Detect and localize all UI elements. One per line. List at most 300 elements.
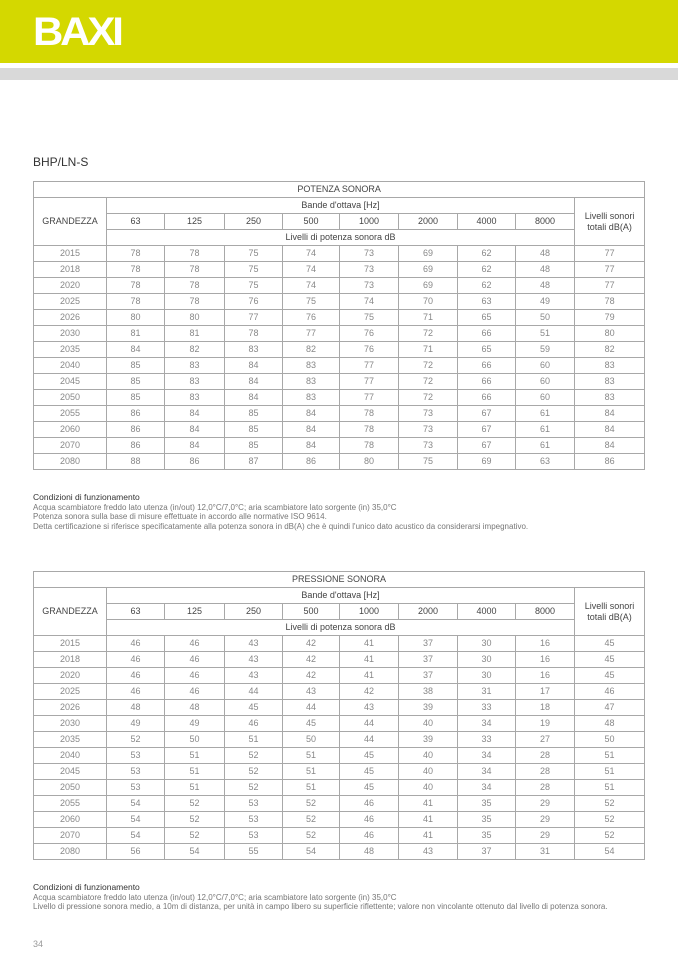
table-row [34,294,645,310]
subheader-row [34,230,645,246]
value-cell: 33 [458,700,516,716]
value-cell: 86 [107,438,165,454]
value-cell: 67 [458,422,516,438]
frequency-row [34,214,645,230]
subheader-row [34,620,645,636]
size-cell: 2050 [34,780,107,796]
table-row [34,780,645,796]
total-cell: 48 [575,716,645,732]
value-cell: 46 [107,652,165,668]
size-cell: 2070 [34,828,107,844]
frequency-header: 125 [165,604,225,620]
value-cell: 72 [399,326,458,342]
value-cell: 48 [107,700,165,716]
value-cell: 28 [516,764,575,780]
value-cell: 48 [516,262,575,278]
total-cell: 52 [575,812,645,828]
value-cell: 43 [225,636,283,652]
value-cell: 72 [399,390,458,406]
value-cell: 83 [283,390,340,406]
value-cell: 42 [283,636,340,652]
value-cell: 88 [107,454,165,470]
value-cell: 52 [107,732,165,748]
value-cell: 34 [458,780,516,796]
header-row [34,198,645,214]
value-cell: 66 [458,374,516,390]
size-cell: 2040 [34,748,107,764]
value-cell: 51 [283,748,340,764]
table-row [34,262,645,278]
value-cell: 50 [165,732,225,748]
total-cell: 45 [575,652,645,668]
table-row [34,406,645,422]
value-cell: 50 [516,310,575,326]
table-row [34,326,645,342]
value-cell: 46 [107,684,165,700]
value-cell: 37 [458,844,516,860]
value-cell: 37 [399,636,458,652]
total-cell: 80 [575,326,645,342]
value-cell: 40 [399,748,458,764]
header-bar [0,0,678,63]
value-cell: 46 [340,812,399,828]
value-cell: 52 [225,748,283,764]
value-cell: 50 [283,732,340,748]
table-title: PRESSIONE SONORA [34,572,645,588]
value-cell: 56 [107,844,165,860]
value-cell: 45 [225,700,283,716]
frequency-header: 2000 [399,604,458,620]
value-cell: 84 [225,390,283,406]
total-cell: 83 [575,358,645,374]
table-row [34,828,645,844]
value-cell: 82 [165,342,225,358]
value-cell: 46 [340,828,399,844]
size-cell: 2080 [34,454,107,470]
total-cell: 78 [575,294,645,310]
note-line: Acqua scambiatore freddo lato utenza (in/out) 12,0°C/7,0°C; aria scambiatore lato sorgente (in) 35,0°C [33,502,397,512]
value-cell: 27 [516,732,575,748]
table-row [34,278,645,294]
value-cell: 78 [165,262,225,278]
table-row [34,438,645,454]
value-cell: 61 [516,422,575,438]
value-cell: 35 [458,812,516,828]
total-levels-header: Livelli sonori totali dB(A) [575,588,645,636]
octave-bands-header: Bande d'ottava [Hz] [107,588,575,604]
table-row [34,700,645,716]
value-cell: 46 [340,796,399,812]
grandezza-header: GRANDEZZA [34,588,107,636]
size-cell: 2015 [34,246,107,262]
value-cell: 71 [399,342,458,358]
value-cell: 54 [283,844,340,860]
value-cell: 17 [516,684,575,700]
value-cell: 77 [340,358,399,374]
size-cell: 2030 [34,326,107,342]
value-cell: 85 [225,406,283,422]
value-cell: 46 [165,636,225,652]
size-cell: 2060 [34,812,107,828]
value-cell: 44 [340,716,399,732]
value-cell: 76 [340,326,399,342]
size-cell: 2015 [34,636,107,652]
total-levels-header: Livelli sonori totali dB(A) [575,198,645,246]
total-cell: 51 [575,780,645,796]
total-cell: 47 [575,700,645,716]
value-cell: 85 [107,358,165,374]
note-line: Potenza sonora sulla base di misure effettuate in accordo alle normative ISO 9614. [33,512,327,521]
value-cell: 78 [165,294,225,310]
value-cell: 84 [107,342,165,358]
value-cell: 76 [340,342,399,358]
value-cell: 52 [165,828,225,844]
size-cell: 2080 [34,844,107,860]
value-cell: 53 [107,748,165,764]
value-cell: 54 [107,812,165,828]
value-cell: 78 [107,294,165,310]
value-cell: 51 [283,780,340,796]
value-cell: 34 [458,764,516,780]
value-cell: 77 [283,326,340,342]
value-cell: 29 [516,812,575,828]
size-cell: 2050 [34,390,107,406]
value-cell: 53 [225,796,283,812]
table-row [34,310,645,326]
header-row [34,588,645,604]
frequency-row [34,604,645,620]
value-cell: 70 [399,294,458,310]
value-cell: 73 [340,278,399,294]
value-cell: 80 [107,310,165,326]
value-cell: 63 [458,294,516,310]
value-cell: 85 [107,374,165,390]
table-row [34,732,645,748]
value-cell: 48 [165,700,225,716]
value-cell: 51 [225,732,283,748]
value-cell: 41 [340,636,399,652]
table-row [34,684,645,700]
total-cell: 82 [575,342,645,358]
value-cell: 73 [399,438,458,454]
value-cell: 83 [165,358,225,374]
size-cell: 2026 [34,700,107,716]
table-row [34,716,645,732]
size-cell: 2045 [34,374,107,390]
value-cell: 44 [283,700,340,716]
value-cell: 78 [165,246,225,262]
table-row [34,390,645,406]
value-cell: 65 [458,342,516,358]
value-cell: 46 [107,668,165,684]
grandezza-header: GRANDEZZA [34,198,107,246]
value-cell: 31 [458,684,516,700]
value-cell: 87 [225,454,283,470]
total-cell: 50 [575,732,645,748]
total-cell: 54 [575,844,645,860]
value-cell: 42 [340,684,399,700]
value-cell: 86 [107,422,165,438]
total-cell: 84 [575,422,645,438]
value-cell: 83 [225,342,283,358]
frequency-header: 1000 [340,604,399,620]
frequency-header: 8000 [516,214,575,230]
frequency-header: 8000 [516,604,575,620]
total-cell: 45 [575,636,645,652]
value-cell: 85 [225,422,283,438]
total-cell: 77 [575,278,645,294]
value-cell: 84 [283,406,340,422]
total-cell: 77 [575,246,645,262]
size-cell: 2055 [34,796,107,812]
total-cell: 51 [575,748,645,764]
value-cell: 48 [516,246,575,262]
sound-pressure-table [33,571,645,860]
model-title: BHP/LN-S [33,155,89,169]
value-cell: 45 [340,748,399,764]
value-cell: 52 [283,796,340,812]
value-cell: 75 [340,310,399,326]
notes-title: Condizioni di funzionamento [33,882,140,892]
value-cell: 84 [283,438,340,454]
value-cell: 16 [516,668,575,684]
note-line: Livello di pressione sonora medio, a 10m di distanza, per unità in campo libero su superficie riflettente; valore non vincolante ottenuto dal livello di potenza sonora. [33,902,608,911]
value-cell: 76 [225,294,283,310]
table-row [34,668,645,684]
value-cell: 62 [458,278,516,294]
table-row [34,358,645,374]
baxi-logo: BAXI [33,10,121,54]
value-cell: 85 [107,390,165,406]
table-row [34,796,645,812]
value-cell: 78 [340,406,399,422]
value-cell: 60 [516,390,575,406]
size-cell: 2035 [34,732,107,748]
frequency-header: 63 [107,214,165,230]
total-cell: 46 [575,684,645,700]
title-row [34,182,645,198]
note-line: Acqua scambiatore freddo lato utenza (in/out) 12,0°C/7,0°C; aria scambiatore lato sorgente (in) 35,0°C [33,892,397,902]
total-cell: 83 [575,374,645,390]
value-cell: 34 [458,748,516,764]
value-cell: 54 [107,796,165,812]
value-cell: 62 [458,262,516,278]
table-row [34,636,645,652]
size-cell: 2020 [34,278,107,294]
value-cell: 78 [165,278,225,294]
sound-pressure-notes [33,883,608,912]
value-cell: 45 [283,716,340,732]
frequency-header: 125 [165,214,225,230]
table-row [34,374,645,390]
value-cell: 49 [516,294,575,310]
value-cell: 29 [516,828,575,844]
value-cell: 42 [283,668,340,684]
value-cell: 66 [458,326,516,342]
title-row [34,572,645,588]
value-cell: 16 [516,636,575,652]
value-cell: 55 [225,844,283,860]
frequency-header: 63 [107,604,165,620]
value-cell: 43 [225,668,283,684]
value-cell: 46 [107,636,165,652]
sound-power-table [33,181,645,470]
size-cell: 2055 [34,406,107,422]
size-cell: 2026 [34,310,107,326]
total-cell: 84 [575,406,645,422]
value-cell: 41 [340,668,399,684]
size-cell: 2070 [34,438,107,454]
table-row [34,844,645,860]
value-cell: 49 [165,716,225,732]
value-cell: 34 [458,716,516,732]
value-cell: 53 [107,780,165,796]
value-cell: 54 [107,828,165,844]
value-cell: 73 [399,406,458,422]
levels-subheader: Livelli di potenza sonora dB [107,620,575,636]
value-cell: 67 [458,438,516,454]
value-cell: 85 [225,438,283,454]
value-cell: 74 [283,246,340,262]
frequency-header: 4000 [458,214,516,230]
value-cell: 78 [340,438,399,454]
value-cell: 52 [283,828,340,844]
value-cell: 75 [283,294,340,310]
value-cell: 52 [165,812,225,828]
value-cell: 46 [165,652,225,668]
value-cell: 40 [399,716,458,732]
value-cell: 76 [283,310,340,326]
value-cell: 19 [516,716,575,732]
value-cell: 86 [107,406,165,422]
total-cell: 51 [575,764,645,780]
frequency-header: 500 [283,214,340,230]
value-cell: 82 [283,342,340,358]
value-cell: 53 [225,828,283,844]
value-cell: 37 [399,668,458,684]
value-cell: 62 [458,246,516,262]
value-cell: 45 [340,780,399,796]
page-number: 34 [33,939,44,949]
size-cell: 2018 [34,652,107,668]
value-cell: 49 [107,716,165,732]
table-row [34,748,645,764]
value-cell: 43 [340,700,399,716]
size-cell: 2060 [34,422,107,438]
value-cell: 43 [399,844,458,860]
value-cell: 84 [225,374,283,390]
value-cell: 54 [165,844,225,860]
size-cell: 2025 [34,294,107,310]
value-cell: 46 [165,668,225,684]
levels-subheader: Livelli di potenza sonora dB [107,230,575,246]
value-cell: 48 [340,844,399,860]
value-cell: 74 [283,278,340,294]
value-cell: 41 [399,828,458,844]
value-cell: 84 [165,406,225,422]
value-cell: 77 [340,390,399,406]
value-cell: 65 [458,310,516,326]
value-cell: 78 [107,246,165,262]
value-cell: 41 [399,796,458,812]
value-cell: 43 [225,652,283,668]
size-cell: 2035 [34,342,107,358]
value-cell: 30 [458,652,516,668]
table-row [34,812,645,828]
value-cell: 83 [165,374,225,390]
value-cell: 69 [399,246,458,262]
value-cell: 40 [399,780,458,796]
value-cell: 28 [516,748,575,764]
value-cell: 60 [516,374,575,390]
value-cell: 16 [516,652,575,668]
value-cell: 52 [165,796,225,812]
value-cell: 86 [283,454,340,470]
frequency-header: 1000 [340,214,399,230]
table-row [34,652,645,668]
table-row [34,422,645,438]
value-cell: 81 [165,326,225,342]
value-cell: 77 [225,310,283,326]
value-cell: 69 [458,454,516,470]
value-cell: 53 [107,764,165,780]
table-row [34,454,645,470]
value-cell: 83 [283,374,340,390]
value-cell: 74 [340,294,399,310]
total-cell: 83 [575,390,645,406]
size-cell: 2045 [34,764,107,780]
value-cell: 53 [225,812,283,828]
value-cell: 71 [399,310,458,326]
value-cell: 42 [283,652,340,668]
value-cell: 83 [283,358,340,374]
value-cell: 69 [399,262,458,278]
value-cell: 48 [516,278,575,294]
total-cell: 84 [575,438,645,454]
value-cell: 43 [283,684,340,700]
value-cell: 60 [516,358,575,374]
value-cell: 78 [107,278,165,294]
value-cell: 28 [516,780,575,796]
value-cell: 80 [340,454,399,470]
frequency-header: 2000 [399,214,458,230]
frequency-header: 500 [283,604,340,620]
value-cell: 41 [340,652,399,668]
value-cell: 40 [399,764,458,780]
value-cell: 41 [399,812,458,828]
value-cell: 51 [165,764,225,780]
total-cell: 52 [575,796,645,812]
value-cell: 66 [458,358,516,374]
octave-bands-header: Bande d'ottava [Hz] [107,198,575,214]
sound-power-notes [33,493,528,531]
total-cell: 86 [575,454,645,470]
value-cell: 35 [458,828,516,844]
value-cell: 39 [399,700,458,716]
value-cell: 61 [516,438,575,454]
table-row [34,342,645,358]
value-cell: 31 [516,844,575,860]
value-cell: 44 [225,684,283,700]
value-cell: 80 [165,310,225,326]
value-cell: 75 [225,278,283,294]
value-cell: 69 [399,278,458,294]
size-cell: 2030 [34,716,107,732]
value-cell: 75 [225,246,283,262]
value-cell: 59 [516,342,575,358]
value-cell: 37 [399,652,458,668]
table-title: POTENZA SONORA [34,182,645,198]
